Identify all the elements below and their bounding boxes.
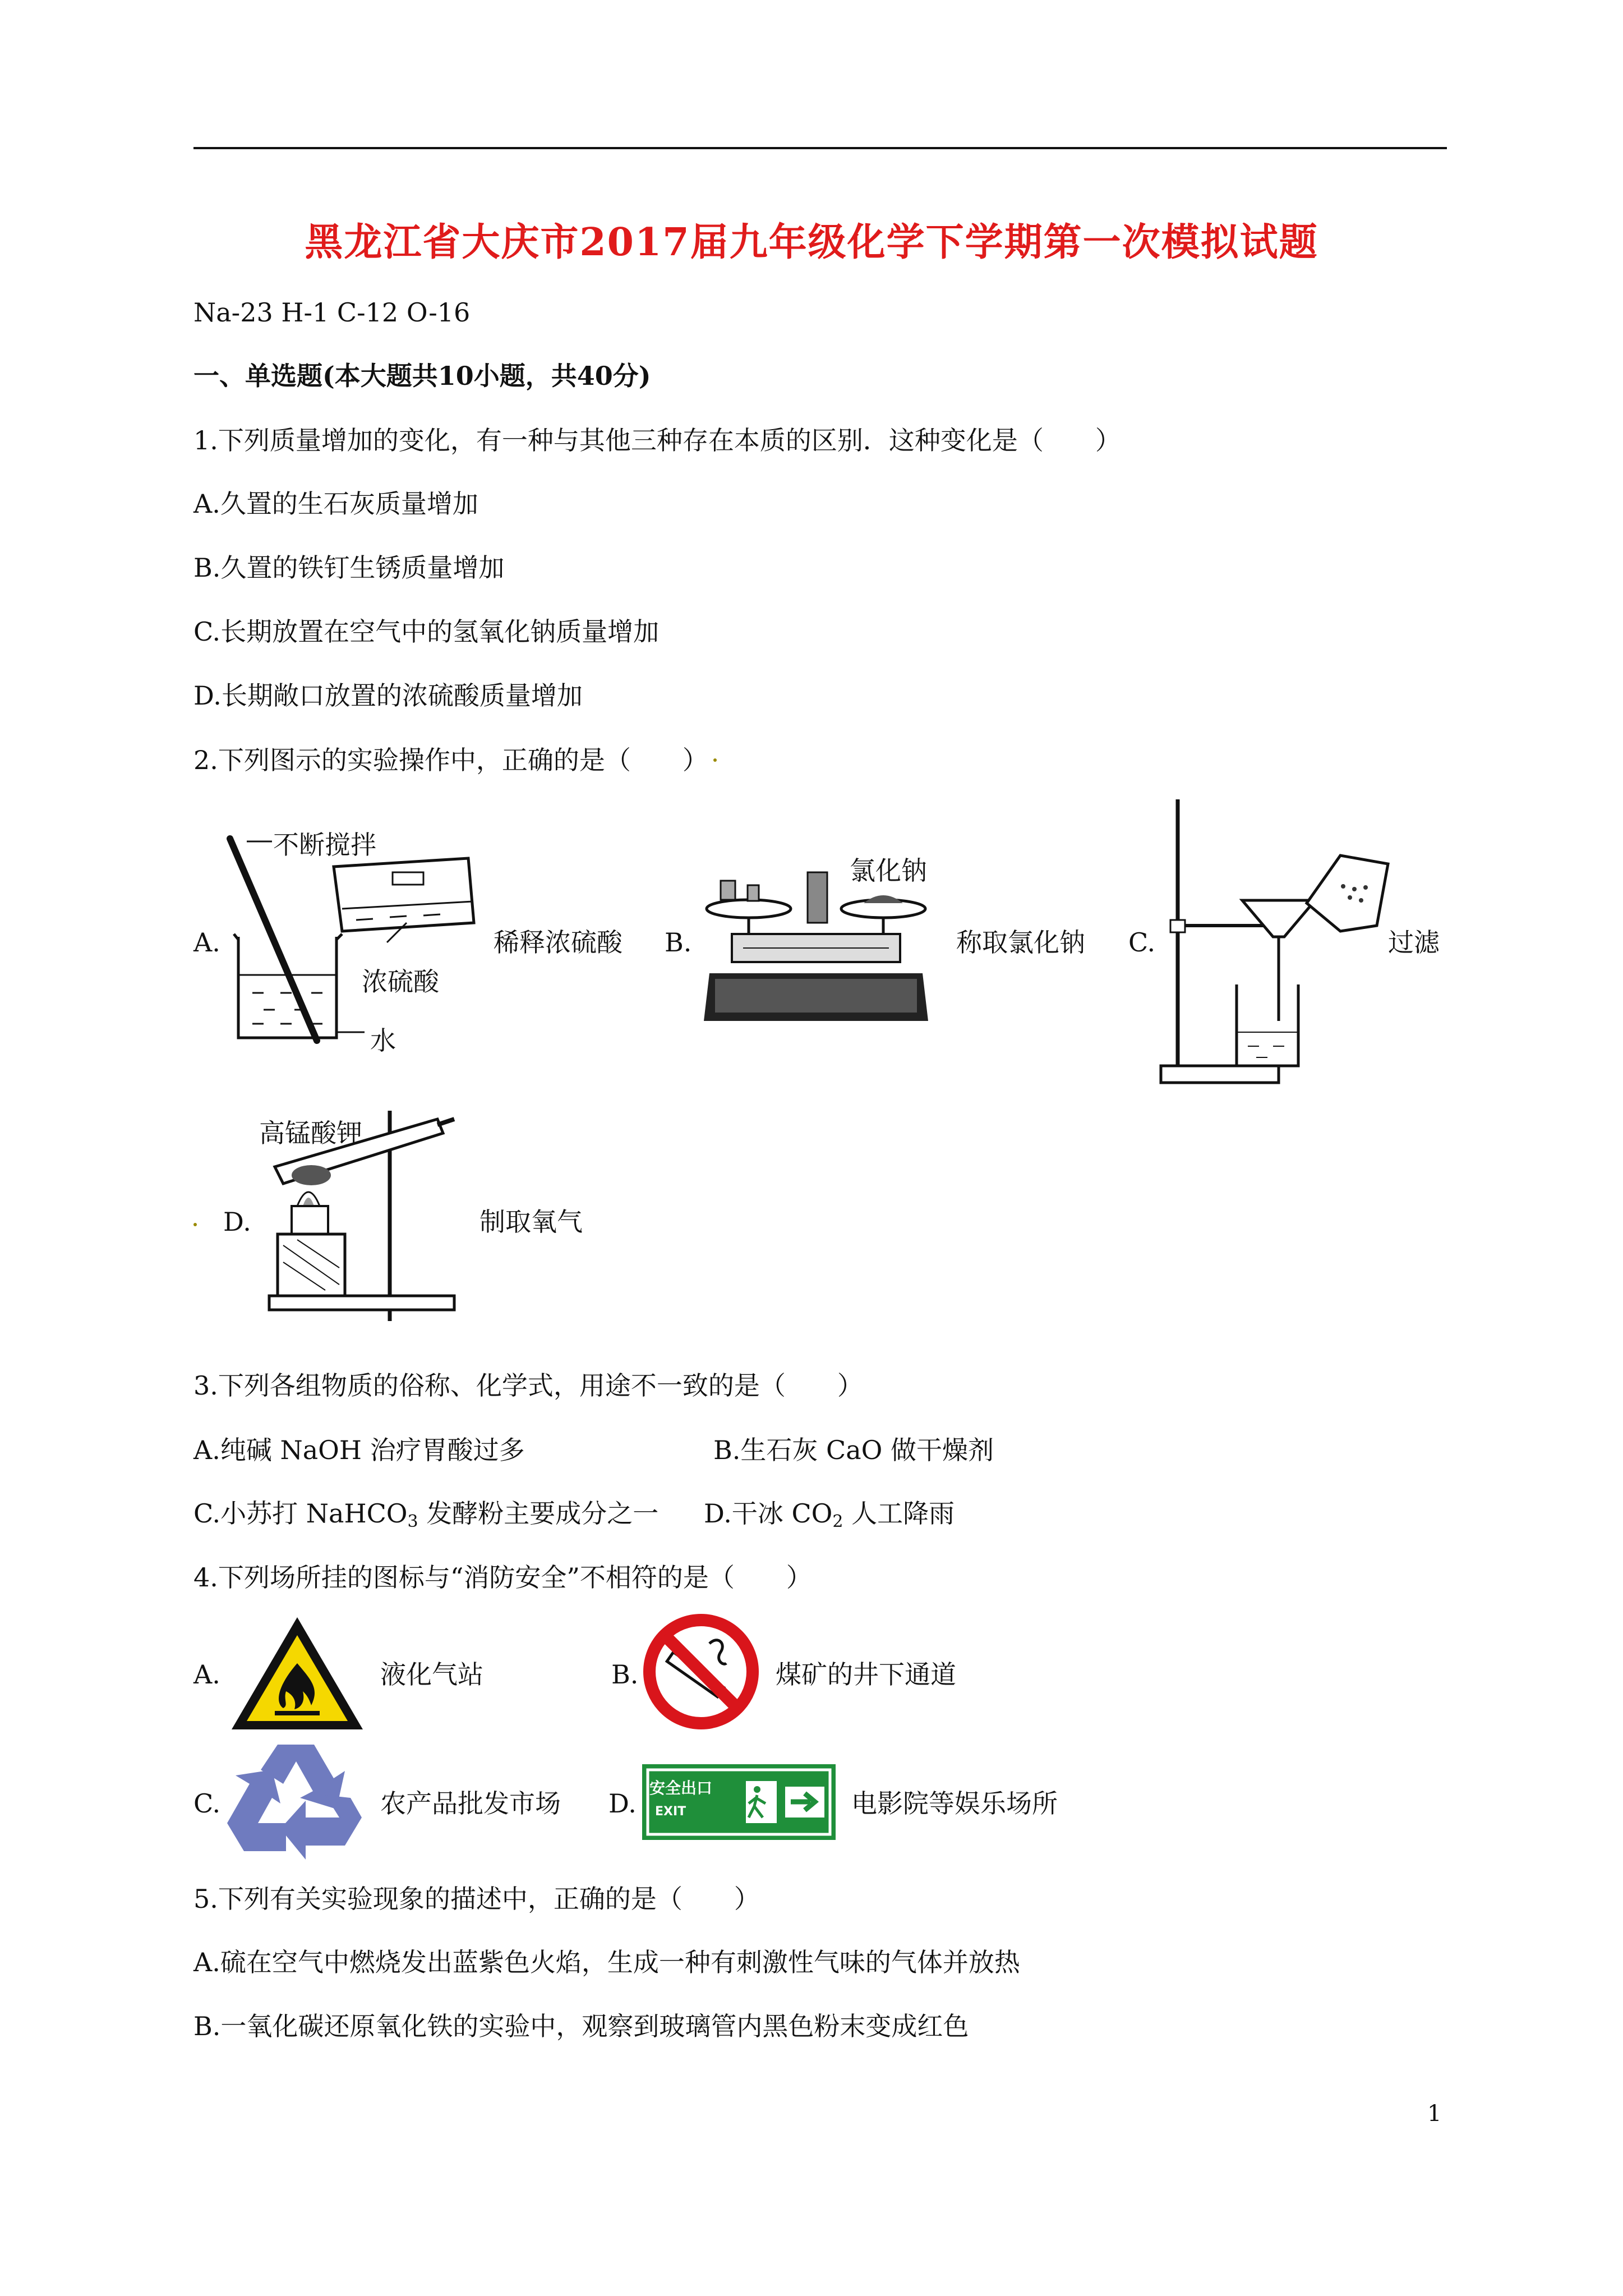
q2-b-letter: B. [665,927,692,958]
q1-stem: 1.下列质量增加的变化，有一种与其他三种存在本质的区别．这种变化是（ ） [193,425,1121,455]
q4-b-text: 煤矿的井下通道 [776,1659,956,1690]
page-title: 黑龙江省大庆市2017届九年级化学下学期第一次模拟试题 [305,220,1318,265]
q4-d-text: 电影院等娱乐场所 [851,1788,1058,1819]
q4-d-letter: D. [608,1788,637,1819]
label-water: 水 [370,1025,396,1056]
q4-a-text: 液化气站 [380,1659,483,1690]
q3-stem: 3.下列各组物质的俗称、化学式，用途不一致的是（ ） [193,1370,863,1401]
header-rule [193,147,1447,149]
q4-b-letter: B. [611,1659,639,1690]
q1-option-b: B.久置的铁钉生锈质量增加 [193,553,505,583]
stray-dot [713,758,717,762]
exit-sign-cn: 安全出口 [649,1779,713,1797]
q2-d-text: 制取氧气 [479,1207,583,1237]
q2-b-text: 称取氯化钠 [956,927,1085,958]
q5-option-b: B.一氧化碳还原氧化铁的实验中，观察到玻璃管内黑色粉末变成红色 [193,2011,969,2041]
no-smoking-icon [642,1613,760,1731]
q3-option-c: C.小苏打 NaHCO$_3$ 发酵粉主要成分之一 [193,1498,659,1531]
section-heading: 一、单选题(本大题共10小题，共40分) [193,361,651,391]
recycle-icon [224,1736,365,1865]
q3-option-d: D.干冰 $CO_2$ 人工降雨 [704,1498,955,1531]
label-stir: 不断搅拌 [273,830,376,860]
label-kmno4: 高锰酸钾 [259,1118,362,1148]
label-conc-acid: 浓硫酸 [362,967,439,997]
label-nacl: 氯化钠 [850,855,927,886]
q1-option-c: C.长期放置在空气中的氢氧化钠质量增加 [193,616,660,647]
stray-dot [193,1223,197,1226]
q2-c-text: 过滤 [1388,927,1440,958]
q3-option-a: A.纯碱 NaOH 治疗胃酸过多 [193,1435,525,1465]
q2-a-text: 稀释浓硫酸 [494,927,623,958]
q3-option-b: B.生石灰 CaO 做干燥剂 [713,1435,994,1465]
exit-sign-en: EXIT [655,1805,686,1819]
q4-c-text: 农产品批发市场 [380,1788,561,1819]
q5-option-a: A.硫在空气中燃烧发出蓝紫色火焰，生成一种有刺激性气味的气体并放热 [193,1947,1020,1977]
flammable-warning-icon [227,1613,367,1733]
q2-a-letter: A. [193,927,220,958]
q2-c-letter: C. [1128,927,1156,958]
q5-stem: 5.下列有关实验现象的描述中，正确的是（ ） [193,1884,760,1914]
q1-option-a: A.久置的生石灰质量增加 [193,489,478,519]
filtration-figure [1152,797,1399,1094]
q2-stem: 2.下列图示的实验操作中，正确的是（ ） [193,745,708,775]
q1-option-d: D.长期敞口放置的浓硫酸质量增加 [193,680,583,711]
q2-d-letter: D. [223,1207,251,1237]
q4-c-letter: C. [193,1788,221,1819]
q4-a-letter: A. [193,1659,220,1690]
atomic-masses: Na-23 H-1 C-12 O-16 [193,297,471,328]
page-number: 1 [1427,2101,1442,2127]
q4-stem: 4.下列场所挂的图标与“消防安全”不相符的是（ ） [193,1562,812,1593]
